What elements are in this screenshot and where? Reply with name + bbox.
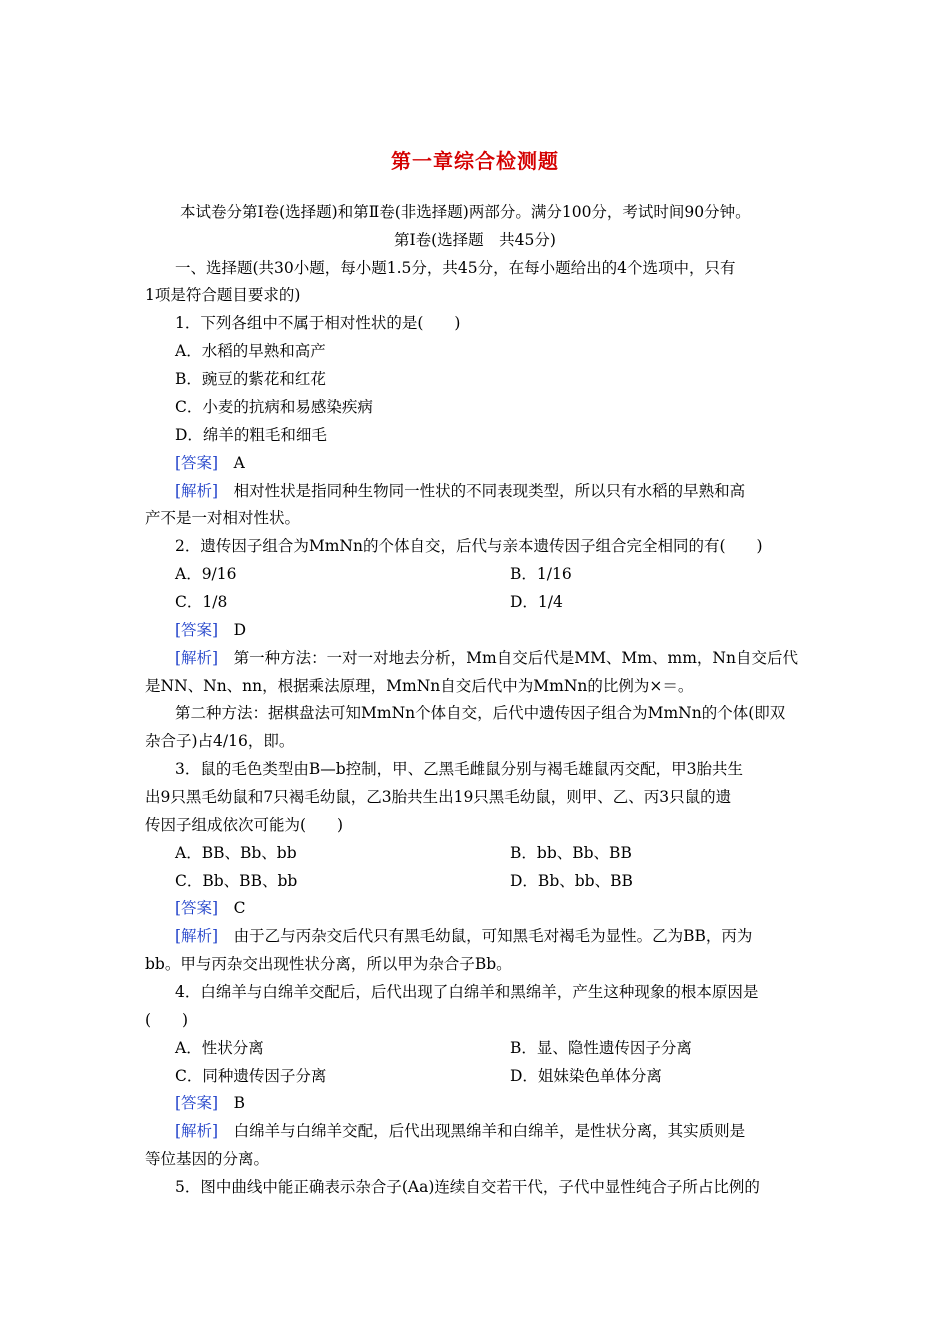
q3-option-a: A．BB、Bb、bb bbox=[175, 844, 297, 862]
q4-option-a: A．性状分离 bbox=[175, 1039, 264, 1057]
q1-option-c: C．小麦的抗病和易感染疾病 bbox=[175, 398, 373, 416]
q4-stem-line-1: 4．白绵羊与白绵羊交配后，后代出现了白绵羊和黑绵羊，产生这种现象的根本原因是 bbox=[175, 983, 759, 1001]
part-intro-line-2: 1项是符合题目要求的) bbox=[145, 286, 301, 304]
q2-option-c: C．1/8 bbox=[175, 593, 228, 611]
exam-intro: 本试卷分第Ⅰ卷(选择题)和第Ⅱ卷(非选择题)两部分。满分100分，考试时间90分钟。 bbox=[180, 203, 751, 221]
q2-analysis-line-1 bbox=[175, 648, 798, 668]
q1-option-b: B．豌豆的紫花和红花 bbox=[175, 370, 326, 388]
q4-answer bbox=[175, 1093, 245, 1113]
q4-analysis-line-1 bbox=[175, 1121, 745, 1141]
q1-analysis-text: 相对性状是指同种生物同一性状的不同表现类型，所以只有水稻的早熟和高 bbox=[233, 482, 746, 500]
analysis-tag: [解析] bbox=[175, 927, 219, 945]
q3-analysis-line-2: bb。甲与丙杂交出现性状分离，所以甲为杂合子Bb。 bbox=[145, 955, 512, 973]
answer-tag: [答案] bbox=[175, 1094, 219, 1112]
q1-option-a: A．水稻的早熟和高产 bbox=[175, 342, 326, 360]
q1-answer-value: A bbox=[233, 454, 245, 472]
q3-answer bbox=[175, 898, 246, 918]
q4-analysis-line-2: 等位基因的分离。 bbox=[145, 1150, 270, 1168]
page-title: 第一章综合检测题 bbox=[391, 149, 559, 173]
analysis-tag: [解析] bbox=[175, 1122, 219, 1140]
q2-analysis2-line-2: 杂合子)占4/16，即。 bbox=[145, 732, 295, 750]
q1-analysis-line-1 bbox=[175, 481, 745, 501]
q2-option-a: A．9/16 bbox=[175, 565, 237, 583]
q2-answer bbox=[175, 620, 246, 640]
q2-analysis-text: 第一种方法：一对一对地去分析，Mm自交后代是MM、Mm、mm，Nn自交后代 bbox=[233, 649, 798, 667]
q2-analysis2-line-1: 第二种方法：据棋盘法可知MmNn个体自交，后代中遗传因子组合为MmNn的个体(即双 bbox=[175, 704, 786, 722]
q5-stem: 5．图中曲线中能正确表示杂合子(Aa)连续自交若干代，子代中显性纯合子所占比例的 bbox=[175, 1178, 760, 1196]
q2-option-d: D．1/4 bbox=[510, 593, 563, 611]
analysis-tag: [解析] bbox=[175, 649, 219, 667]
part-intro-line-1: 一、选择题(共30小题，每小题1.5分，共45分，在每小题给出的4个选项中，只有 bbox=[175, 259, 736, 277]
answer-tag: [答案] bbox=[175, 454, 219, 472]
answer-tag: [答案] bbox=[175, 899, 219, 917]
q4-stem-line-2: ( ) bbox=[145, 1011, 189, 1029]
q1-answer bbox=[175, 453, 245, 473]
q2-option-b: B．1/16 bbox=[510, 565, 572, 583]
section-heading: 第Ⅰ卷(选择题 共45分) bbox=[394, 231, 556, 249]
q1-analysis-line-2: 产不是一对相对性状。 bbox=[145, 509, 301, 527]
q4-answer-value: B bbox=[233, 1094, 246, 1112]
q3-option-b: B．bb、Bb、BB bbox=[510, 844, 632, 862]
q3-analysis-line-1 bbox=[175, 926, 752, 946]
q3-stem-line-2: 出9只黑毛幼鼠和7只褐毛幼鼠，乙3胎共生出19只黑毛幼鼠，则甲、乙、丙3只鼠的遗 bbox=[145, 788, 732, 806]
analysis-tag: [解析] bbox=[175, 482, 219, 500]
q3-stem-line-1: 3．鼠的毛色类型由B—b控制，甲、乙黑毛雌鼠分别与褐毛雄鼠丙交配，甲3胎共生 bbox=[175, 760, 744, 778]
q1-stem: 1．下列各组中不属于相对性状的是( ) bbox=[175, 314, 461, 332]
q3-option-c: C．Bb、BB、bb bbox=[175, 872, 298, 890]
q4-option-c: C．同种遗传因子分离 bbox=[175, 1067, 327, 1085]
q2-answer-value: D bbox=[233, 621, 247, 639]
answer-tag: [答案] bbox=[175, 621, 219, 639]
q4-option-d: D．姐妹染色单体分离 bbox=[510, 1067, 662, 1085]
q1-option-d: D．绵羊的粗毛和细毛 bbox=[175, 426, 327, 444]
q3-stem-line-3: 传因子组成依次可能为( ) bbox=[145, 816, 344, 834]
q2-stem: 2．遗传因子组合为MmNn的个体自交，后代与亲本遗传因子组合完全相同的有( ) bbox=[175, 537, 763, 555]
q3-answer-value: C bbox=[233, 899, 246, 917]
q3-option-d: D．Bb、bb、BB bbox=[510, 872, 633, 890]
q3-analysis-text: 由于乙与丙杂交后代只有黑毛幼鼠，可知黑毛对褐毛为显性。乙为BB，丙为 bbox=[233, 927, 753, 945]
q4-analysis-text: 白绵羊与白绵羊交配，后代出现黑绵羊和白绵羊，是性状分离，其实质则是 bbox=[233, 1122, 746, 1140]
q2-analysis-line-2: 是NN、Nn、nn，根据乘法原理，MmNn自交后代中为MmNn的比例为×＝。 bbox=[145, 677, 694, 695]
q4-option-b: B．显、隐性遗传因子分离 bbox=[510, 1039, 692, 1057]
